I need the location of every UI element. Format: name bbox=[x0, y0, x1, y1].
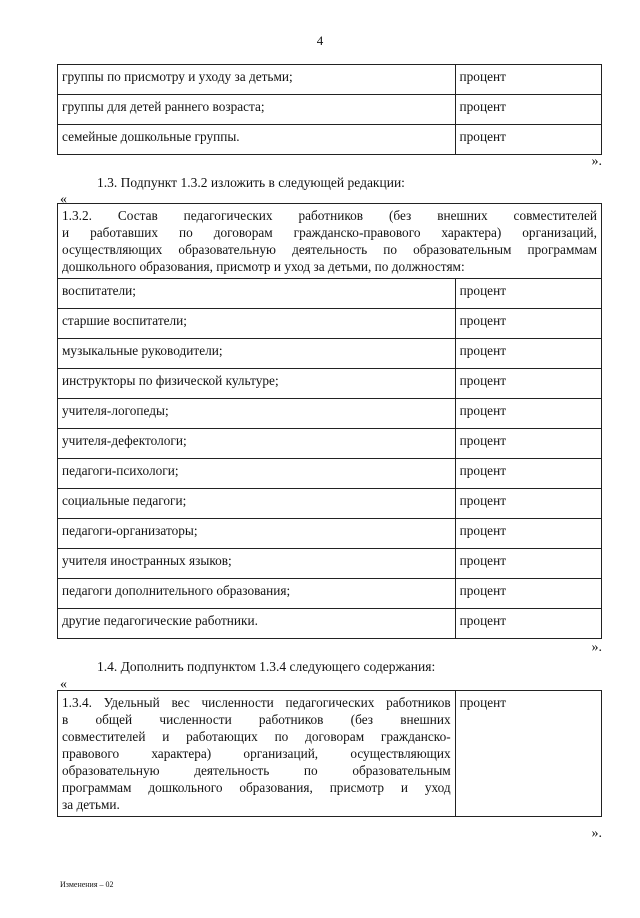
staff-composition-table bbox=[57, 203, 602, 639]
table-row bbox=[58, 95, 602, 125]
row-label: педагоги-психологи; bbox=[58, 459, 456, 489]
description-line: программам дошкольного образования, присмотр и уход bbox=[62, 780, 451, 795]
header-line: дошкольного образования, присмотр и уход за детьми, по должностям: bbox=[62, 259, 465, 274]
row-unit: процент bbox=[455, 95, 601, 125]
row-label: педагоги дополнительного образования; bbox=[58, 579, 456, 609]
footer-revision: Изменения – 02 bbox=[60, 880, 114, 889]
table-row bbox=[58, 279, 602, 309]
table-header-cell bbox=[58, 204, 602, 279]
description-line: в общей численности работников (без внешних bbox=[62, 712, 451, 727]
row-label: учителя-дефектологи; bbox=[58, 429, 456, 459]
close-quote-3: ». bbox=[591, 826, 602, 841]
row-label: воспитатели; bbox=[58, 279, 456, 309]
table-row bbox=[58, 125, 602, 155]
description-line: 1.3.4. Удельный вес численности педагогических работников bbox=[62, 695, 451, 710]
table-row bbox=[58, 429, 602, 459]
header-line: 1.3.2. Состав педагогических работников (без внешних совместителей bbox=[62, 208, 597, 223]
row-unit: процент bbox=[455, 519, 601, 549]
description-line: совместителей и работающих по договорам гражданско- bbox=[62, 729, 451, 744]
row-label: музыкальные руководители; bbox=[58, 339, 456, 369]
table-row bbox=[58, 519, 602, 549]
page-number: 4 bbox=[316, 33, 324, 48]
header-line: осуществляющих образовательную деятельность по образовательным программам bbox=[62, 242, 597, 257]
row-label: учителя иностранных языков; bbox=[58, 549, 456, 579]
row-unit: процент bbox=[455, 369, 601, 399]
row-unit: процент bbox=[455, 125, 601, 155]
open-quote-1: « bbox=[60, 192, 67, 207]
row-label: инструкторы по физической культуре; bbox=[58, 369, 456, 399]
row-unit: процент bbox=[455, 489, 601, 519]
row-label: старшие воспитатели; bbox=[58, 309, 456, 339]
row-unit: процент bbox=[455, 429, 601, 459]
row-unit: процент bbox=[455, 609, 601, 639]
row-unit: процент bbox=[455, 549, 601, 579]
share-unit-cell: процент bbox=[455, 691, 601, 817]
description-line: за детьми. bbox=[62, 797, 120, 812]
table-row bbox=[58, 691, 602, 817]
row-label: семейные дошкольные группы. bbox=[58, 125, 456, 155]
description-line: образовательную деятельность по образовательным bbox=[62, 763, 451, 778]
table-row bbox=[58, 309, 602, 339]
table-row bbox=[58, 65, 602, 95]
table-header-row bbox=[58, 204, 602, 279]
header-line: и работавших по договорам гражданско-правового характера) организаций, bbox=[62, 225, 597, 240]
description-line: правового характера) организаций, осуществляющих bbox=[62, 746, 451, 761]
groups-table bbox=[57, 64, 602, 155]
share-description-cell bbox=[58, 691, 456, 817]
close-quote-2: ». bbox=[591, 640, 602, 655]
table-row bbox=[58, 579, 602, 609]
row-unit: процент bbox=[455, 339, 601, 369]
row-label: социальные педагоги; bbox=[58, 489, 456, 519]
row-label: учителя-логопеды; bbox=[58, 399, 456, 429]
table-row bbox=[58, 339, 602, 369]
row-label: группы для детей раннего возраста; bbox=[58, 95, 456, 125]
row-unit: процент bbox=[455, 65, 601, 95]
share-table bbox=[57, 690, 602, 817]
table-row bbox=[58, 369, 602, 399]
close-quote-1: ». bbox=[591, 154, 602, 169]
row-unit: процент bbox=[455, 399, 601, 429]
table-row bbox=[58, 549, 602, 579]
row-label: группы по присмотру и уходу за детьми; bbox=[58, 65, 456, 95]
table-row bbox=[58, 489, 602, 519]
paragraph-1-4: 1.4. Дополнить подпунктом 1.3.4 следующего содержания: bbox=[97, 659, 436, 674]
table-row bbox=[58, 609, 602, 639]
row-unit: процент bbox=[455, 279, 601, 309]
row-unit: процент bbox=[455, 579, 601, 609]
table-row bbox=[58, 459, 602, 489]
row-label: педагоги-организаторы; bbox=[58, 519, 456, 549]
table-row bbox=[58, 399, 602, 429]
row-unit: процент bbox=[455, 459, 601, 489]
open-quote-2: « bbox=[60, 677, 67, 692]
row-unit: процент bbox=[455, 309, 601, 339]
paragraph-1-3: 1.3. Подпункт 1.3.2 изложить в следующей редакции: bbox=[97, 175, 405, 190]
row-label: другие педагогические работники. bbox=[58, 609, 456, 639]
